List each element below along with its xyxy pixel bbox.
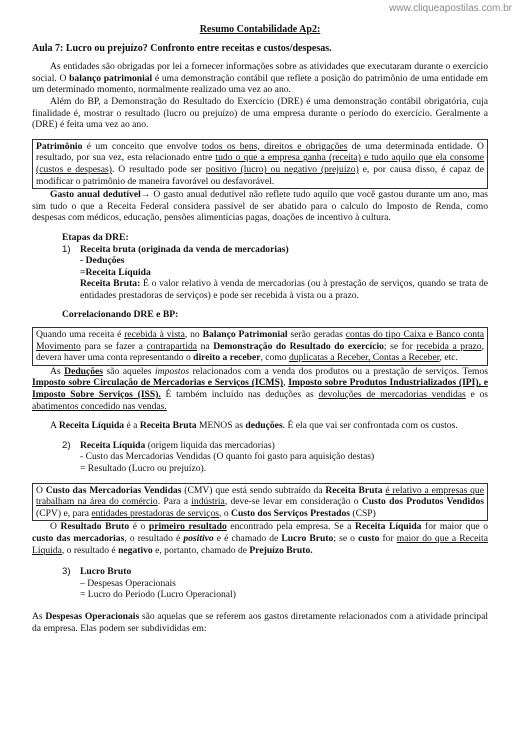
text: custo das mercadorias — [32, 532, 125, 544]
text: duplicatas a Receber, Contas a Receber — [288, 352, 440, 364]
text: MENOS as — [196, 420, 246, 432]
text: Quando uma receita é — [36, 329, 125, 341]
text: for — [379, 532, 397, 544]
text: primeiro resultado — [148, 521, 227, 533]
text: (CPV) e, para — [36, 507, 92, 519]
text: ; se o — [333, 532, 359, 544]
text: É também incluído nas deduções as — [160, 389, 319, 401]
text: (CSP) — [349, 507, 376, 519]
text: positivo (lucro) ou negativo (prejuízo) — [205, 163, 359, 175]
text: e, portanto, chamado de — [152, 544, 250, 556]
text: é o — [129, 521, 149, 533]
text: para se fazer a — [80, 340, 147, 352]
text: é a — [124, 420, 140, 432]
text: deduções — [245, 420, 283, 432]
text: entidades prestadoras de serviços — [91, 507, 220, 519]
text: Receita Líquida — [58, 420, 125, 432]
text: relacionados com a venda dos produtos ou a prestação de serviços. Temos — [189, 365, 488, 377]
term-patrimonio: Patrimônio — [36, 140, 83, 152]
text: As — [32, 610, 46, 622]
list-number: 3) — [62, 566, 71, 578]
text: Custo dos Produtos Vendidos — [361, 496, 484, 508]
paragraph-despesas — [32, 611, 488, 634]
text: são aqueles — [103, 365, 155, 377]
list-item-1 — [62, 244, 488, 302]
text: negativo — [118, 544, 153, 556]
text: Receita Líquida — [80, 439, 146, 451]
text: ; se for — [383, 340, 417, 352]
text: É o valor relativo à venda de mercadorias (ou à prestação de serviços, quando se trata de entidades prestadoras de serviços) e pode ser recebida à vista ou a prazo. — [80, 278, 488, 301]
text: direito a receber — [193, 352, 261, 364]
paragraph-resultado-bruto — [32, 521, 488, 556]
list-number: 1) — [62, 243, 71, 255]
text: , deve-se levar em consideração o — [224, 496, 362, 508]
text: . É ela que vai ser confrontada com os custos. — [282, 420, 458, 432]
text: Receita Bruta — [325, 484, 383, 496]
text: - Deduções — [80, 255, 125, 267]
list-number: 2) — [62, 439, 71, 451]
text: As — [50, 365, 65, 377]
text: e é chamado de — [213, 532, 282, 544]
text: , etc. — [439, 352, 458, 364]
cmv-box — [32, 483, 488, 522]
text: são aquelas que se referem aos gastos diretamente relacionados com a atividade principal da empresa. Elas podem ser subdivididas em: — [32, 610, 489, 634]
text: na — [197, 340, 214, 352]
text: Deduções — [64, 365, 104, 377]
text: recebida a prazo — [416, 340, 482, 352]
text: , como — [260, 352, 289, 364]
text: O — [50, 521, 61, 533]
text: , o resultado é — [124, 532, 184, 544]
text: (CMV) que está sendo subtraído da — [181, 484, 326, 496]
text: Lucro Bruto — [281, 532, 334, 544]
text: , o resultado é — [61, 544, 119, 556]
text: Prejuízo Bruto. — [249, 544, 313, 556]
term-receita-bruta: Receita Bruta: — [80, 278, 141, 290]
text: - Custo das Mercadorias Vendidas (O quanto foi gasto para aquisição destas) — [80, 451, 375, 463]
text: , o — [219, 507, 232, 519]
text: indústria — [191, 496, 225, 508]
term-balanco: balanço patrimonial — [69, 72, 153, 84]
text: As entidades são obrigadas por lei a fornecer informações sobre as atividades que executaram durante o exercício social. O — [32, 61, 488, 84]
text: Demonstração do Resultado do exercício — [213, 340, 384, 352]
text: Imposto sobre Circulação de Mercadorias e Serviços (ICMS) — [32, 377, 284, 389]
term-gasto-anual: Gasto anual dedutível — [50, 189, 141, 201]
text: . O resultado pode ser — [111, 163, 206, 175]
text: é uma demonstração contábil que reflete a posição do patrimônio de uma entidade em um determinado momento, normalmente realizado uma vez ao ano. — [32, 72, 488, 96]
text: e, por causa disso, é capaz de modificar o patrimônio de maneira favorável ou desfavorável. — [36, 163, 484, 187]
paragraph-gasto-anual — [32, 189, 488, 224]
text: recebida à vista — [124, 329, 185, 341]
text: custo — [358, 532, 380, 544]
text: positivo — [183, 532, 214, 544]
text: Receita bruta (originada da venda de mercadorias) — [80, 243, 289, 255]
list-item-3 — [62, 566, 488, 601]
text: Balanço Patrimonial — [202, 329, 288, 341]
text: é relativo a empresas que trabalham na área do comércio — [36, 484, 484, 508]
receita-box — [32, 327, 488, 366]
text: Despesas Operacionais — [45, 610, 140, 622]
text: for maior que o — [421, 521, 488, 533]
text: contas do tipo Caixa e Banco conta Movimento — [36, 329, 485, 352]
text: = Resultado (Lucro ou prejuízo). — [80, 463, 207, 474]
text: Imposto sobre Produtos Industrializados (IPI), e Imposto Sobre Serviços (ISS). — [32, 377, 489, 401]
text: é um conceito que envolve — [82, 140, 202, 152]
text: = Lucro do Período (Lucro Operacional) — [80, 589, 236, 601]
paragraph-dre: Além do BP, a Demonstração do Resultado do Exercício (DRE) é uma demonstração contábil obrigatória, cuja finalidade é, mostrar o resultado (lucro ou prejuízo) de uma empresa durante o período do exercício. Geralmente a (DRE) é feita uma vez ao ano. — [32, 95, 488, 131]
text: Resultado Bruto — [60, 521, 130, 533]
text: todos os bens, direitos e obrigações — [201, 140, 348, 152]
text: Receita Bruta — [139, 420, 197, 432]
etapas-label: Etapas da DRE: — [62, 231, 129, 243]
text: (origem liquida das mercadorias) — [145, 439, 275, 451]
text: . Para a — [157, 496, 192, 508]
text: =Receita Líquida — [80, 266, 151, 278]
text: Lucro Bruto — [80, 566, 132, 578]
text: contrapartida — [146, 340, 198, 352]
text: maior do que a Receita Líquida — [32, 532, 488, 556]
site-watermark: www.cliqueapostilas.com.br — [389, 3, 512, 14]
text: impostos — [155, 365, 190, 377]
lesson-heading: Aula 7: Lucro ou prejuízo? Confronto entre receitas e custos/despesas. — [32, 42, 332, 54]
paragraph-balanco — [32, 61, 488, 96]
document-page — [32, 24, 488, 634]
text: – Despesas Operacionais — [80, 577, 176, 589]
text: , devera haver uma conta representando o — [36, 340, 484, 364]
correlacionando-label: Correlacionando DRE e BP: — [62, 309, 179, 321]
text: , no — [184, 329, 203, 341]
text: Custo dos Serviços Prestados — [231, 507, 350, 519]
text: → O gasto anual dedutível não reflete tudo aquilo que você gastou durante um ano, mas sim tudo o que a Receita Federal considera passível de ser abatido para o calculo do Imposto de Renda, como despesas com médicos, educação, pensões alimentícias pagas, doações de incentivo à cultura. — [32, 189, 488, 224]
text: devoluções de mercadorias vendidas — [318, 389, 466, 401]
text: , — [283, 377, 289, 389]
patrimonio-box — [32, 139, 488, 189]
text: tudo o que a empresa ganha (receita) e tudo aquilo que ela consome (custos e despesas) — [36, 152, 484, 175]
text: A — [50, 420, 59, 432]
paragraph-deducoes — [32, 366, 488, 412]
text: Custo das Mercadorias Vendidas — [45, 484, 182, 496]
list-item-2 — [62, 440, 488, 475]
text: abatimentos concedido nas vendas. — [32, 400, 167, 412]
text: Receita Líquida — [355, 521, 422, 533]
document-title: Resumo Contabilidade Ap2: — [199, 24, 321, 35]
text: serão geradas — [287, 329, 346, 341]
text: de uma determinada entidade. O resultado, por sua vez, esta relacionado entre — [36, 140, 484, 164]
text: e os — [465, 389, 489, 401]
text: encontrado pela empresa. Se a — [226, 521, 356, 533]
text: O — [36, 484, 46, 496]
paragraph-receita-liquida — [32, 420, 488, 432]
